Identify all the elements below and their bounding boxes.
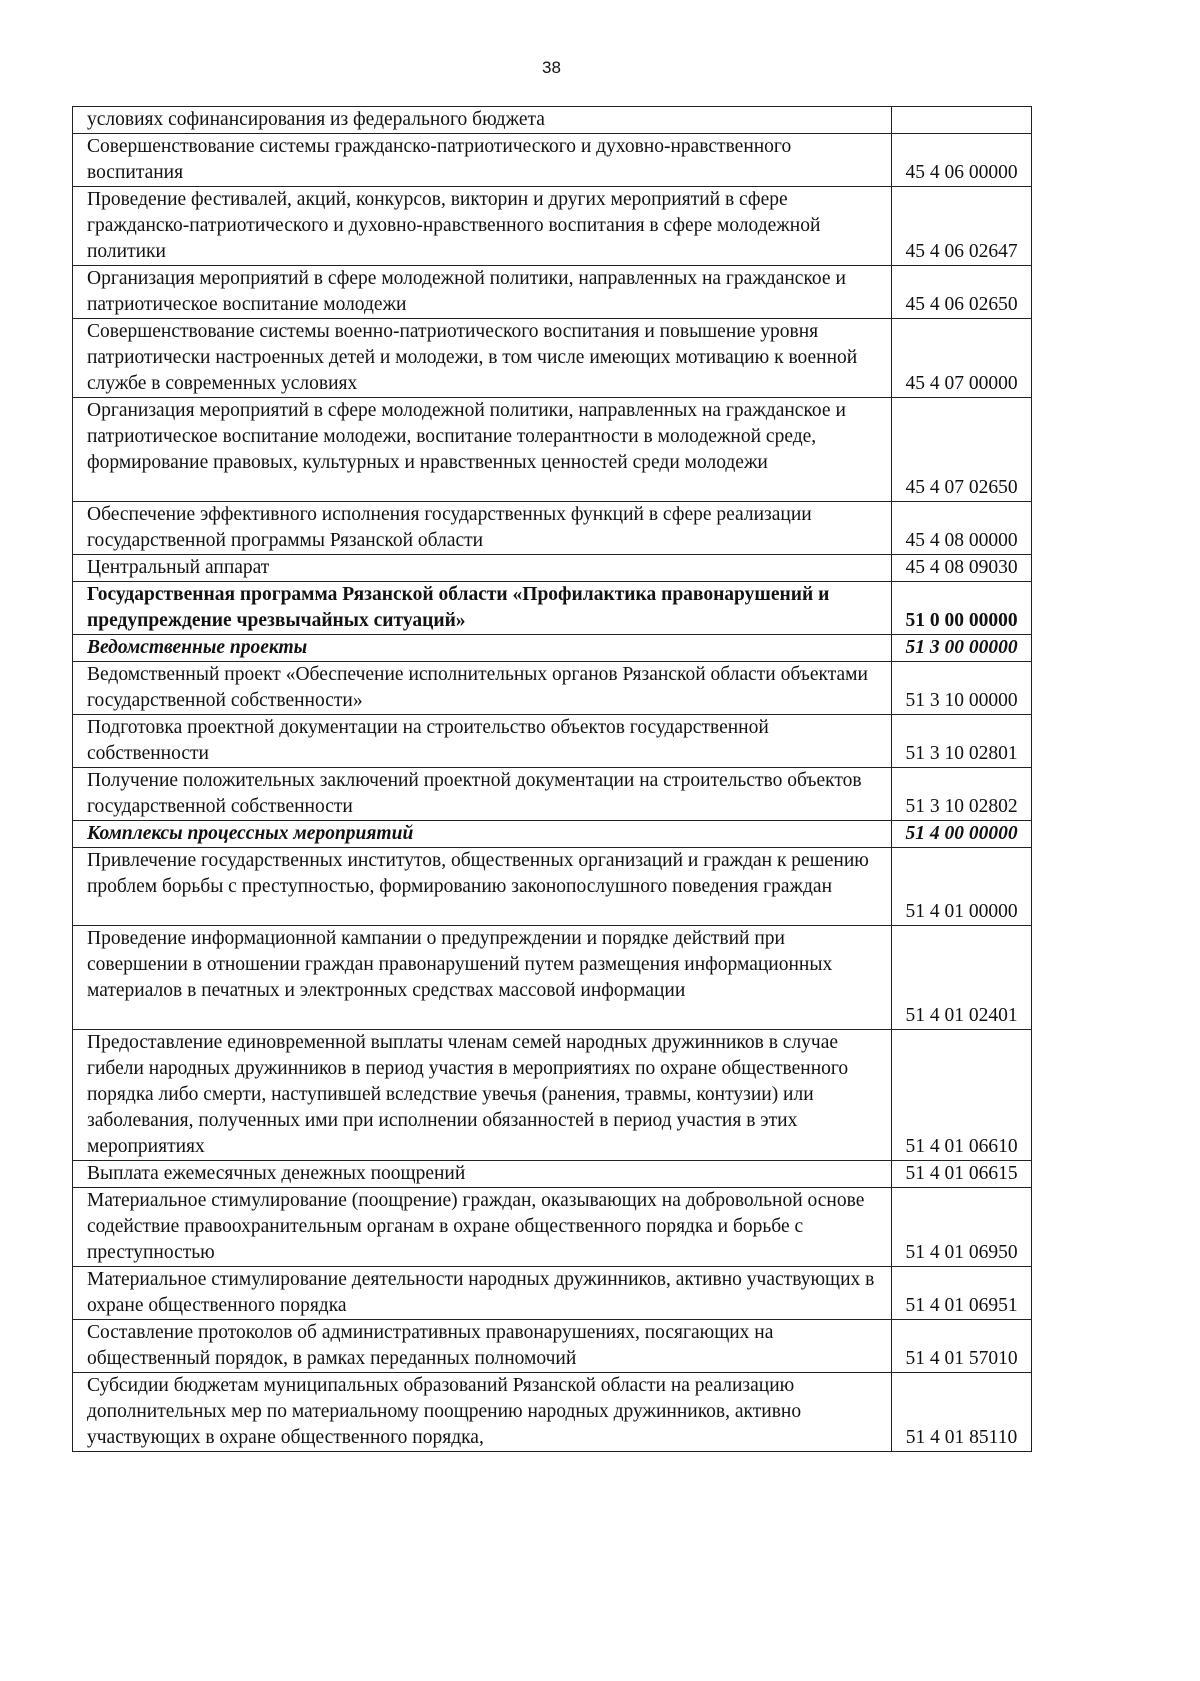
row-code: 51 4 01 06951: [892, 1267, 1032, 1320]
table-row: [73, 848, 1032, 926]
row-description: Подготовка проектной документации на строительство объектов государственной собственности: [73, 715, 892, 768]
table-row: [73, 319, 1032, 398]
page-number: 38: [542, 58, 561, 77]
row-description: Составление протоколов об административных правонарушениях, посягающих на общественный порядок, в рамках переданных полномочий: [73, 1320, 892, 1373]
row-code: 51 3 10 02801: [892, 715, 1032, 768]
row-description: Получение положительных заключений проектной документации на строительство объектов государственной собственности: [73, 768, 892, 821]
section-header-row: [73, 635, 1032, 662]
table-row: [73, 1320, 1032, 1373]
table-row: [73, 715, 1032, 768]
row-description: Материальное стимулирование (поощрение) граждан, оказывающих на добровольной основе содействие правоохранительным органам в охране общественного порядка и борьбе с преступностью: [73, 1188, 892, 1267]
row-code: 51 0 00 00000: [892, 582, 1032, 635]
table-row: [73, 1267, 1032, 1320]
table-row: [73, 768, 1032, 821]
row-description: условиях софинансирования из федерального бюджета: [73, 107, 892, 134]
table-row: [73, 1161, 1032, 1188]
row-code: 45 4 07 00000: [892, 319, 1032, 398]
row-description: Материальное стимулирование деятельности народных дружинников, активно участвующих в охране общественного порядка: [73, 1267, 892, 1320]
table-row: [73, 187, 1032, 266]
row-description: Обеспечение эффективного исполнения государственных функций в сфере реализации государственной программы Рязанской области: [73, 502, 892, 555]
table-row: [73, 398, 1032, 502]
row-code: 45 4 06 00000: [892, 134, 1032, 187]
row-description: Ведомственный проект «Обеспечение исполнительных органов Рязанской области объектами государственной собственности»: [73, 662, 892, 715]
row-code: 51 4 01 85110: [892, 1373, 1032, 1452]
row-description: Государственная программа Рязанской области «Профилактика правонарушений и предупреждение чрезвычайных ситуаций»: [73, 582, 892, 635]
row-code: 51 3 10 02802: [892, 768, 1032, 821]
row-description: Организация мероприятий в сфере молодежной политики, направленных на гражданское и патриотическое воспитание молодежи: [73, 266, 892, 319]
row-code: 51 4 01 06610: [892, 1030, 1032, 1161]
table-row: [73, 266, 1032, 319]
row-description: Выплата ежемесячных денежных поощрений: [73, 1161, 892, 1188]
table-row: [73, 134, 1032, 187]
row-code: 51 4 01 06950: [892, 1188, 1032, 1267]
table-row: [73, 1188, 1032, 1267]
row-code: 51 3 10 00000: [892, 662, 1032, 715]
row-description: Организация мероприятий в сфере молодежной политики, направленных на гражданское и патриотическое воспитание молодежи, воспитание толерантности в молодежной среде, формирование правовых, культурных и нравственных ценностей среди молодежи: [73, 398, 892, 502]
row-code: 51 4 01 00000: [892, 848, 1032, 926]
row-description: Совершенствование системы гражданско-патриотического и духовно-нравственного воспитания: [73, 134, 892, 187]
row-description: Предоставление единовременной выплаты членам семей народных дружинников в случае гибели народных дружинников в период участия в мероприятиях по охране общественного порядка либо смерти, наступившей вследствие увечья (ранения, травмы, контузии) или заболевания, полученных ими при исполнении обязанностей в период участия в этих мероприятиях: [73, 1030, 892, 1161]
program-header-row: [73, 582, 1032, 635]
table-row: [73, 555, 1032, 582]
row-code: 45 4 08 00000: [892, 502, 1032, 555]
row-code: 51 4 01 06615: [892, 1161, 1032, 1188]
row-code: 45 4 08 09030: [892, 555, 1032, 582]
budget-classification-table: [72, 106, 1032, 1452]
row-code: 51 4 00 00000: [892, 821, 1032, 848]
table-row: [73, 926, 1032, 1030]
row-description: Центральный аппарат: [73, 555, 892, 582]
row-code: 45 4 06 02647: [892, 187, 1032, 266]
row-code: 45 4 06 02650: [892, 266, 1032, 319]
row-description: Субсидии бюджетам муниципальных образований Рязанской области на реализацию дополнительных мер по материальному поощрению народных дружинников, активно участвующих в охране общественного порядка,: [73, 1373, 892, 1452]
row-code: 51 4 01 02401: [892, 926, 1032, 1030]
row-description: Совершенствование системы военно-патриотического воспитания и повышение уровня патриотически настроенных детей и молодежи, в том числе имеющих мотивацию к военной службе в современных условиях: [73, 319, 892, 398]
table-row: [73, 1030, 1032, 1161]
row-code: 45 4 07 02650: [892, 398, 1032, 502]
section-header-row: [73, 821, 1032, 848]
table-row: [73, 1373, 1032, 1452]
row-description: Комплексы процессных мероприятий: [73, 821, 892, 848]
table-row: [73, 662, 1032, 715]
row-description: Ведомственные проекты: [73, 635, 892, 662]
table-row: [73, 502, 1032, 555]
row-description: Проведение фестивалей, акций, конкурсов, викторин и других мероприятий в сфере гражданско-патриотического и духовно-нравственного воспитания в сфере молодежной политики: [73, 187, 892, 266]
row-code: 51 3 00 00000: [892, 635, 1032, 662]
row-code: [892, 107, 1032, 134]
row-description: Привлечение государственных институтов, общественных организаций и граждан к решению проблем борьбы с преступностью, формированию законопослушного поведения граждан: [73, 848, 892, 926]
row-code: 51 4 01 57010: [892, 1320, 1032, 1373]
table-row: [73, 107, 1032, 134]
row-description: Проведение информационной кампании о предупреждении и порядке действий при совершении в отношении граждан правонарушений путем размещения информационных материалов в печатных и электронных средствах массовой информации: [73, 926, 892, 1030]
